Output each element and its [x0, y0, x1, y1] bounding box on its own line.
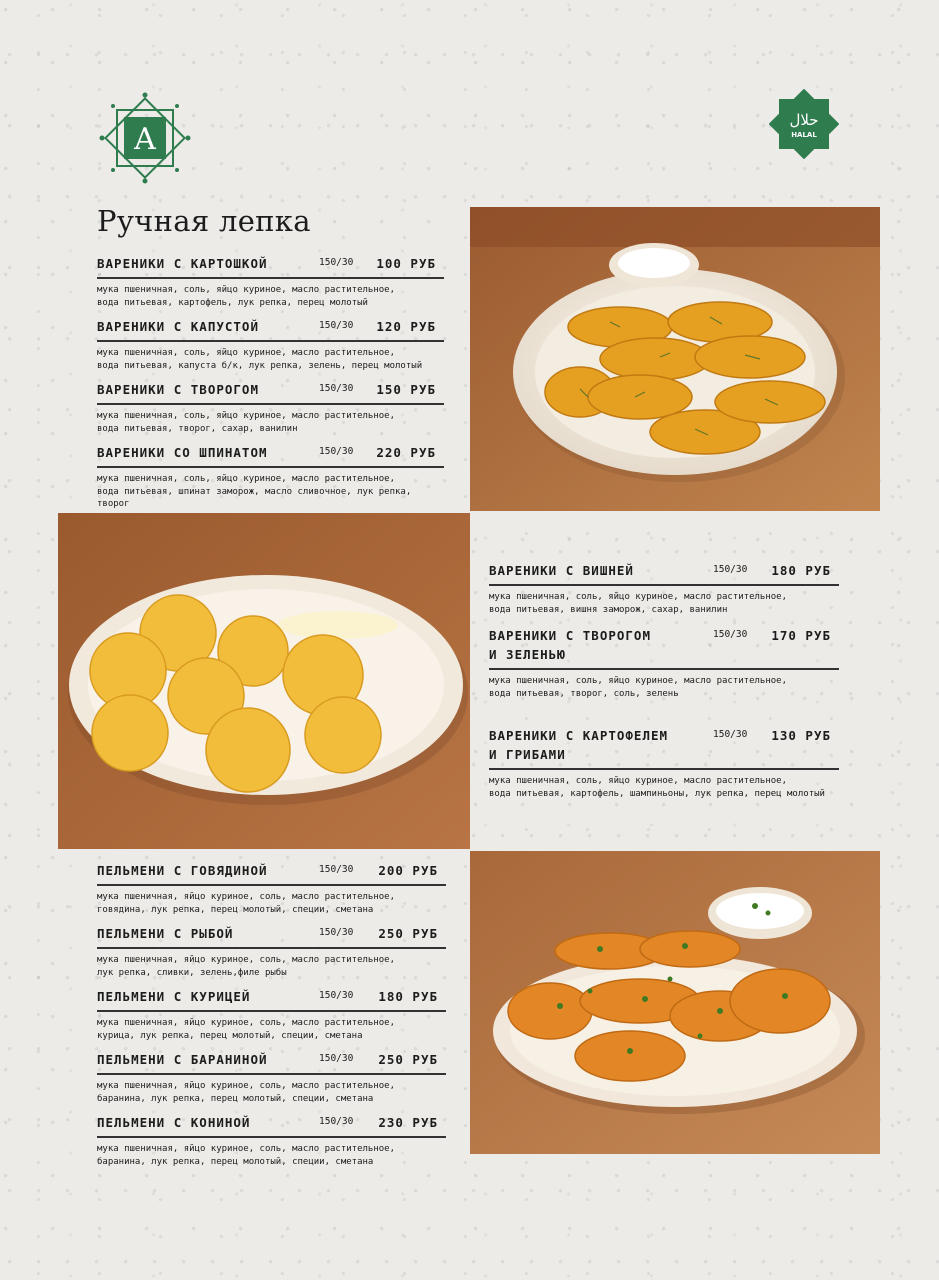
item-name: ПЕЛЬМЕНИ С РЫБОЙ — [97, 926, 234, 941]
menu-item-header — [97, 443, 444, 468]
item-name: ПЕЛЬМЕНИ С КОНИНОЙ — [97, 1115, 251, 1130]
item-name: ПЕЛЬМЕНИ С КУРИЦЕЙ — [97, 989, 251, 1004]
item-price: 180 РУБ — [378, 989, 438, 1004]
item-weight: 150/30 — [319, 320, 354, 331]
item-description: мука пшеничная, яйцо куриное, соль, масло растительное, лук репка, сливки, зелень,филе рыбы — [97, 955, 396, 978]
menu-item — [489, 726, 839, 800]
item-weight: 150/30 — [319, 927, 354, 938]
menu-item — [97, 1050, 446, 1105]
menu-item-header — [489, 726, 839, 770]
menu-item-header — [97, 861, 446, 886]
brand-logo-icon — [98, 91, 192, 185]
item-weight: 150/30 — [319, 257, 354, 268]
item-weight: 150/30 — [713, 629, 748, 640]
menu-item-header — [97, 1113, 446, 1138]
item-name: ВАРЕНИКИ С КАРТОШКОЙ — [97, 256, 268, 271]
menu-item — [97, 1113, 446, 1168]
item-name: ВАРЕНИКИ С ТВОРОГОМ — [97, 382, 259, 397]
item-price: 170 РУБ — [771, 628, 831, 643]
item-description: мука пшеничная, соль, яйцо куриное, масло растительное, вода питьевая, шпинат заморож, масло сливочное, лук репка, творог — [97, 474, 412, 509]
menu-item — [97, 924, 446, 979]
item-price: 220 РУБ — [376, 445, 436, 460]
menu-group-vareniki-2 — [489, 561, 839, 800]
item-description: мука пшеничная, соль, яйцо куриное, масло растительное, вода питьевая, картофель, лук репка, перец молотый — [97, 285, 396, 308]
menu-item — [97, 443, 444, 511]
menu-item — [97, 987, 446, 1042]
item-name: ПЕЛЬМЕНИ С БАРАНИНОЙ — [97, 1052, 268, 1067]
menu-item — [97, 254, 444, 309]
item-name: ПЕЛЬМЕНИ С ГОВЯДИНОЙ — [97, 863, 268, 878]
menu-item-header — [489, 626, 839, 670]
menu-item-header — [97, 317, 444, 342]
item-weight: 150/30 — [319, 1053, 354, 1064]
item-price: 250 РУБ — [378, 1052, 438, 1067]
item-price: 100 РУБ — [376, 256, 436, 271]
item-weight: 150/30 — [319, 864, 354, 875]
menu-item-header — [97, 987, 446, 1012]
item-description: мука пшеничная, яйцо куриное, соль, масло растительное, баранина, лук репка, перец молотый, специи, сметана — [97, 1081, 396, 1104]
item-weight: 150/30 — [713, 729, 748, 740]
halal-logo-latin: HALAL — [791, 131, 817, 139]
brand-logo-letter: A — [134, 122, 156, 157]
item-name: ВАРЕНИКИ С ВИШНЕЙ — [489, 563, 634, 578]
photo-pelmeni-herbs — [470, 851, 880, 1154]
item-name: ВАРЕНИКИ СО ШПИНАТОМ — [97, 445, 268, 460]
item-description: мука пшеничная, яйцо куриное, соль, масло растительное, говядина, лук репка, перец молотый, специи, сметана — [97, 892, 396, 915]
item-weight: 150/30 — [713, 564, 748, 575]
item-description: мука пшеничная, соль, яйцо куриное, масло растительное, вода питьевая, картофель, шампиньоны, лук репка, перец молотый — [489, 776, 825, 799]
item-description: мука пшеничная, яйцо куриное, соль, масло растительное, баранина, лук репка, перец молотый, специи, сметана — [97, 1144, 396, 1167]
item-description: мука пшеничная, соль, яйцо куриное, масло растительное, вода питьевая, капуста б/к, лук репка, зелень, перец молотый — [97, 348, 423, 371]
item-name: ВАРЕНИКИ С ТВОРОГОМ И ЗЕЛЕНЬЮ — [489, 628, 651, 662]
menu-item-header — [489, 561, 839, 586]
halal-logo-arabic: حلال — [789, 111, 819, 129]
menu-item — [97, 380, 444, 435]
menu-item — [489, 561, 839, 616]
item-weight: 150/30 — [319, 1116, 354, 1127]
menu-item-header — [97, 1050, 446, 1075]
item-description: мука пшеничная, соль, яйцо куриное, масло растительное, вода питьевая, творог, соль, зелень — [489, 676, 788, 699]
item-description: мука пшеничная, яйцо куриное, соль, масло растительное, курица, лук репка, перец молотый, специи, сметана — [97, 1018, 396, 1041]
menu-group-vareniki-1 — [97, 254, 444, 511]
menu-item — [97, 861, 446, 916]
item-description: мука пшеничная, соль, яйцо куриное, масло растительное, вода питьевая, вишня заморож, сахар, ванилин — [489, 592, 788, 615]
item-price: 120 РУБ — [376, 319, 436, 334]
halal-logo-icon — [769, 89, 839, 159]
item-price: 150 РУБ — [376, 382, 436, 397]
item-weight: 150/30 — [319, 383, 354, 394]
photo-vareniki-cream — [58, 513, 470, 849]
menu-item-header — [97, 380, 444, 405]
menu-item-header — [97, 924, 446, 949]
menu-item-header — [97, 254, 444, 279]
item-price: 130 РУБ — [771, 728, 831, 743]
item-name: ВАРЕНИКИ С КАПУСТОЙ — [97, 319, 259, 334]
item-description: мука пшеничная, соль, яйцо куриное, масло растительное, вода питьевая, творог, сахар, ванилин — [97, 411, 396, 434]
section-title: Ручная лепка — [97, 204, 311, 238]
menu-item — [97, 317, 444, 372]
item-weight: 150/30 — [319, 990, 354, 1001]
item-name: ВАРЕНИКИ С КАРТОФЕЛЕМ И ГРИБАМИ — [489, 728, 669, 762]
item-weight: 150/30 — [319, 446, 354, 457]
item-price: 230 РУБ — [378, 1115, 438, 1130]
item-price: 180 РУБ — [771, 563, 831, 578]
menu-group-pelmeni — [97, 861, 446, 1168]
photo-vareniki-dill — [470, 207, 880, 511]
item-price: 200 РУБ — [378, 863, 438, 878]
menu-item — [489, 626, 839, 700]
item-price: 250 РУБ — [378, 926, 438, 941]
